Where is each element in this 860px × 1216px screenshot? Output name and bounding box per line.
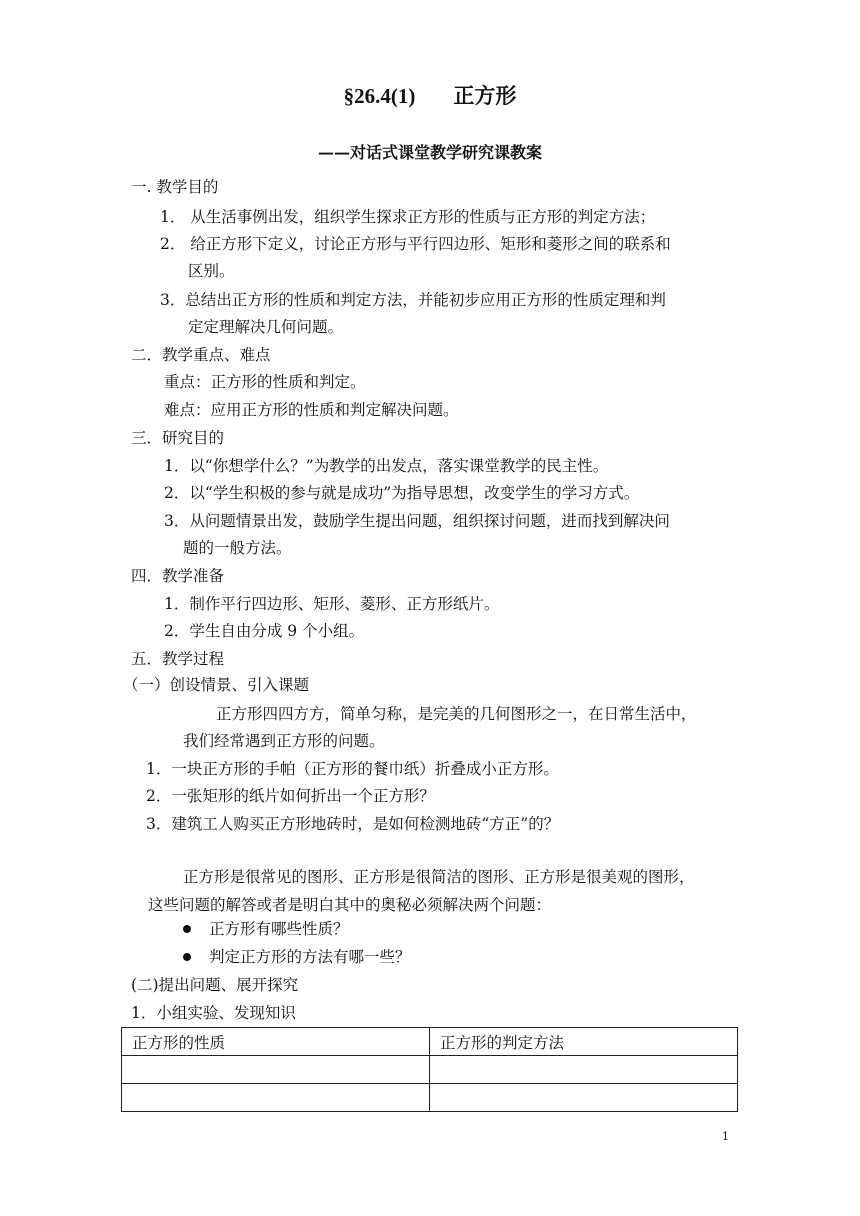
table-cell [430, 1056, 738, 1084]
table-header-properties: 正方形的性质 [122, 1028, 430, 1056]
list-item: 1．以“你想学什么？”为教学的出发点，落实课堂教学的民主性。 [164, 457, 609, 475]
section-heading: 四．教学准备 [131, 567, 225, 585]
list-item-continuation: 定定理解决几何问题。 [188, 318, 344, 336]
subtitle: ——对话式课堂教学研究课教案 [317, 143, 542, 162]
bullet-item: 判定正方形的方法有哪一些？ [209, 948, 411, 966]
list-item-continuation: 题的一般方法。 [183, 539, 292, 557]
list-item: 1．小组实验、发现知识 [131, 1004, 296, 1022]
list-item: 1．一块正方形的手帕（正方形的餐巾纸）折叠成小正方形。 [146, 760, 559, 778]
section-heading: 五．教学过程 [131, 650, 225, 668]
list-item: 1．制作平行四边形、矩形、菱形、正方形纸片。 [164, 595, 500, 613]
section-heading: 一. 教学目的 [131, 178, 219, 196]
paragraph: 我们经常遇到正方形的问题。 [183, 732, 385, 750]
paragraph: 正方形四四方方，简单匀称，是完美的几何图形之一，在日常生活中， [216, 705, 697, 723]
list-item: 2．学生自由分成 9 个小组。 [164, 622, 365, 640]
paragraph: 正方形是很常见的图形、正方形是很简洁的图形、正方形是很美观的图形， [183, 868, 695, 886]
page-title [0, 80, 860, 110]
list-item: 3．从问题情景出发，鼓励学生提出问题，组织探讨问题，进而找到解决问 [164, 512, 670, 530]
paragraph: 这些问题的解答或者是明白其中的奥秘必须解决两个问题： [148, 896, 552, 914]
section-number: §26.4(1) [343, 84, 416, 108]
bullet-item: 正方形有哪些性质？ [209, 920, 349, 938]
properties-table [121, 1027, 738, 1112]
list-item: 2． 给正方形下定义，讨论正方形与平行四边形、矩形和菱形之间的联系和 [160, 235, 671, 253]
title-name: 正方形 [453, 84, 517, 108]
section-heading: 三．研究目的 [131, 429, 225, 447]
subsection-heading: (二)提出问题、展开探究 [131, 976, 299, 994]
paragraph: 重点：正方形的性质和判定。 [164, 373, 366, 391]
table-header-criteria: 正方形的判定方法 [430, 1028, 738, 1056]
subsection-heading: （一）创设情景、引入课题 [123, 676, 310, 694]
table-cell [122, 1056, 430, 1084]
table-cell [122, 1084, 430, 1112]
bullet-icon [183, 925, 191, 933]
table-cell [430, 1084, 738, 1112]
paragraph: 难点：应用正方形的性质和判定解决问题。 [164, 401, 459, 419]
list-item: 3．建筑工人购买正方形地砖时，是如何检测地砖“方正”的？ [146, 815, 560, 833]
bullet-icon [183, 953, 191, 961]
page-number: 1 [722, 1130, 729, 1143]
list-item: 1． 从生活事例出发，组织学生探求正方形的性质与正方形的判定方法； [160, 208, 656, 226]
list-item: 3．总结出正方形的性质和判定方法，并能初步应用正方形的性质定理和判 [160, 291, 666, 309]
list-item: 2．以“学生积极的参与就是成功”为指导思想，改变学生的学习方式。 [164, 484, 640, 502]
list-item: 2．一张矩形的纸片如何折出一个正方形？ [146, 787, 435, 805]
section-heading: 二．教学重点、难点 [131, 346, 271, 364]
list-item-continuation: 区别。 [188, 262, 235, 280]
